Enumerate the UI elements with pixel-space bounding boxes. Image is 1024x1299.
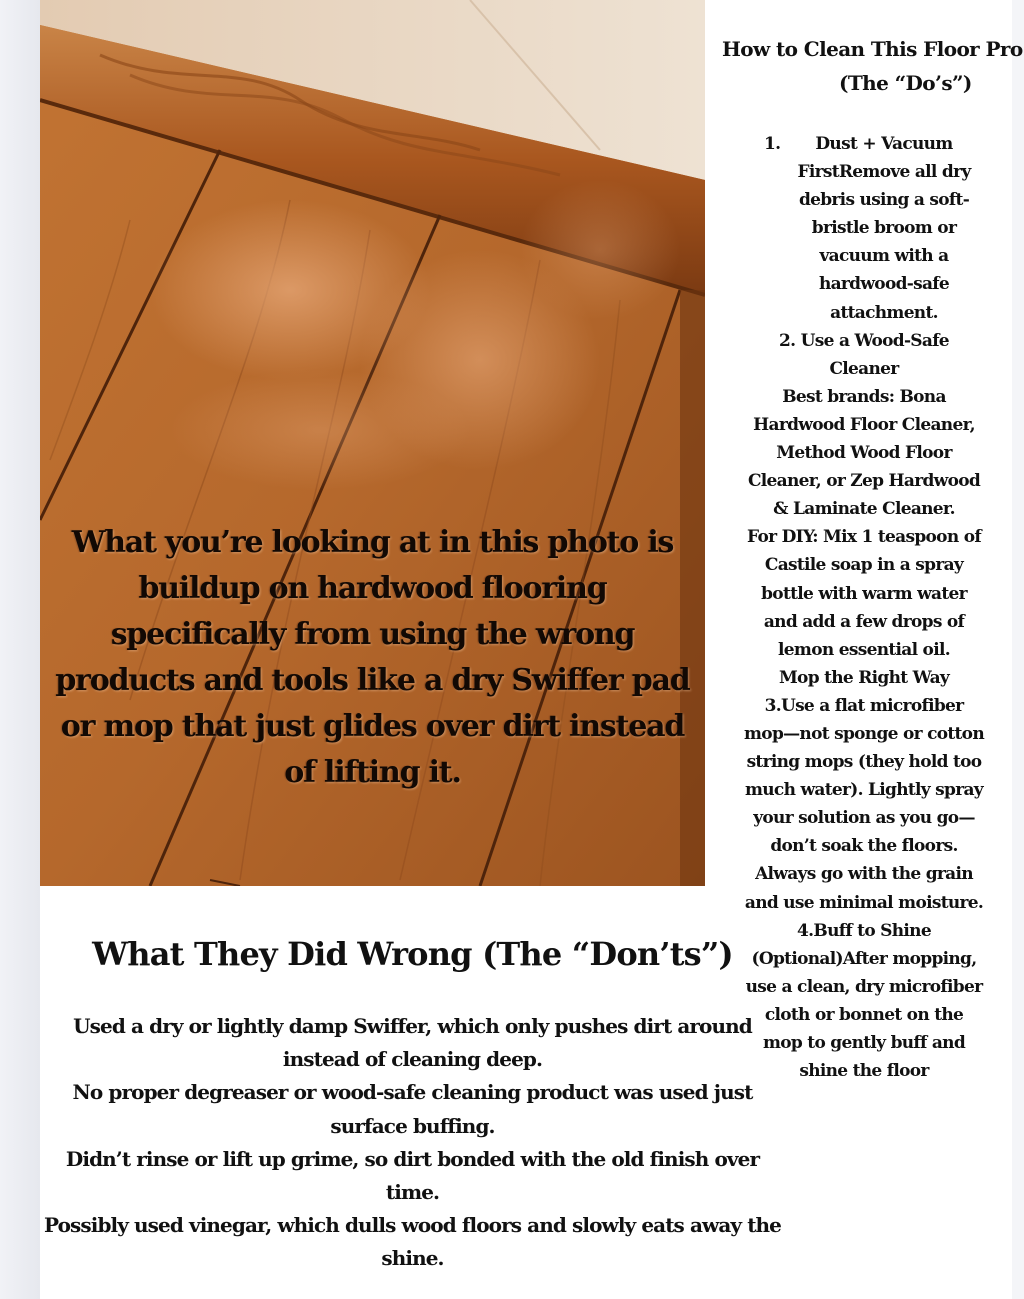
dos-step-1: [744, 130, 984, 327]
donts-title: What They Did Wrong (The “Don’ts”): [92, 935, 733, 973]
dos-title-clip: [722, 32, 1024, 112]
donts-item: Possibly used vinegar, which dulls wood floors and slowly eats away the shine.: [43, 1213, 781, 1271]
dos-step-2-heading: 2. Use a Wood-Safe Cleaner: [779, 330, 949, 379]
dos-step-1-text: Dust + Vacuum FirstRemove all dry debris using a soft-bristle broom or vacuum with a hardwood-safe attachment.: [797, 134, 971, 323]
dos-title-line1: How to Clean This Floor Pro: [722, 37, 1023, 61]
dos-title-line2: (The “Do’s”): [839, 71, 972, 95]
page-right-edge: [1012, 0, 1024, 1299]
dos-step-2-brands: Best brands: Bona Hardwood Floor Cleaner, Method Wood Floor Cleaner, or Zep Hardwood & Laminate Cleaner.: [747, 386, 981, 520]
dos-step-3-heading: Mop the Right Way: [778, 667, 950, 688]
dos-step-1-number: 1.: [764, 134, 781, 154]
floor-photo: [40, 0, 705, 886]
donts-list: [40, 1010, 785, 1276]
donts-item: No proper degreaser or wood-safe cleaning product was used just surface buffing.: [72, 1080, 753, 1138]
page-gutter: [0, 0, 40, 1299]
dos-step-3-text: 3.Use a flat microfiber mop—not sponge or cotton string mops (they hold too much water). Lightly spray your solution as you go—don’t soak the floors. Always go with the grain and use minimal moisture.: [744, 695, 984, 913]
donts-item: Didn’t rinse or lift up grime, so dirt bonded with the old finish over time.: [65, 1146, 760, 1205]
photo-overlay-caption: What you’re looking at in this photo is buildup on hardwood flooring specifically from using the wrong products and tools like a dry Swiffer pad or mop that just glides over dirt instead of lifting it.: [55, 525, 690, 790]
dos-step-2-diy: For DIY: Mix 1 teaspoon of Castile soap in a spray bottle with warm water and add a few drops of lemon essential oil.: [747, 527, 981, 660]
dos-step-4-text: 4.Buff to Shine (Optional)After mopping, use a clean, dry microfiber cloth or bonnet on the mop to gently buff and shine the floor: [745, 920, 983, 1082]
dos-title: [722, 32, 1024, 100]
donts-item: Used a dry or lightly damp Swiffer, which only pushes dirt around instead of cleaning deep.: [73, 1014, 752, 1072]
